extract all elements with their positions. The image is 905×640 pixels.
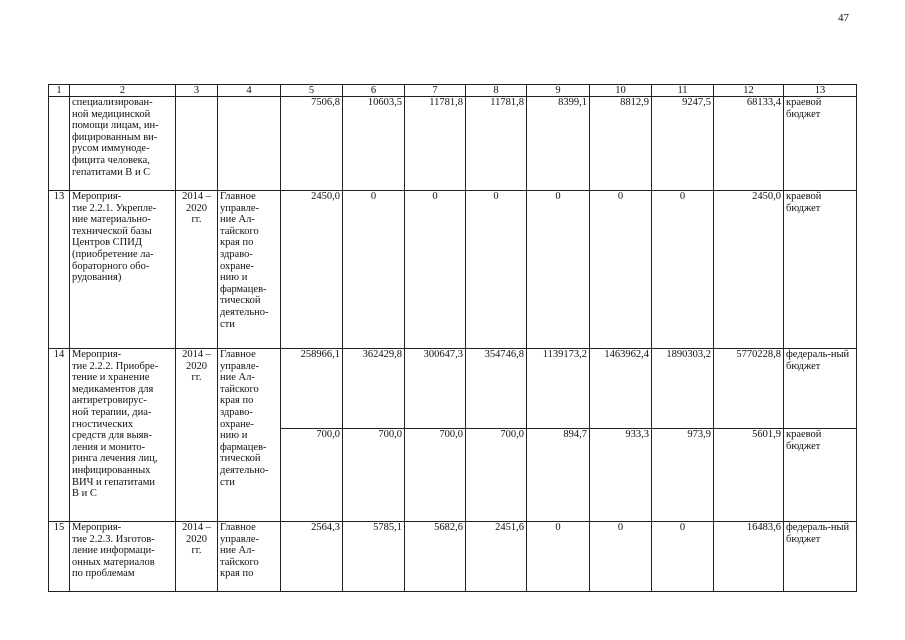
measure-name: Мероприя- тие 2.2.3. Изготов- ление информаци- онных материалов по проблемам [70,522,176,592]
value-cell: 933,3 [590,429,652,522]
value-cell: 973,9 [652,429,714,522]
column-header: 8 [466,85,527,97]
table-row [49,191,857,349]
period-cell: 2014 – 2020 гг. [176,522,218,592]
column-header: 10 [590,85,652,97]
value-cell: 894,7 [527,429,590,522]
column-header: 4 [218,85,281,97]
column-header: 3 [176,85,218,97]
value-cell: 9247,5 [652,97,714,191]
row-number: 14 [49,349,70,522]
executor-cell: Главное управле- ние Ал- тайского края по здраво- охране- нию и фармацев- тической деятельно- сти [218,191,281,349]
total-cell: 68133,4 [714,97,784,191]
period-cell: 2014 – 2020 гг. [176,349,218,522]
value-cell: 1890303,2 [652,349,714,429]
value-cell: 0 [466,191,527,349]
table-row [49,522,857,592]
row-number: 13 [49,191,70,349]
row-number: 15 [49,522,70,592]
funding-source: федераль-ный бюджет [784,349,857,429]
funding-source: краевой бюджет [784,191,857,349]
value-cell: 5785,1 [343,522,405,592]
value-cell: 2451,6 [466,522,527,592]
funding-source: краевой бюджет [784,429,857,522]
value-cell: 8399,1 [527,97,590,191]
page-number: 47 [838,12,849,24]
value-cell: 0 [652,191,714,349]
value-cell: 700,0 [405,429,466,522]
column-header: 11 [652,85,714,97]
column-header: 9 [527,85,590,97]
value-cell: 7506,8 [281,97,343,191]
column-header: 5 [281,85,343,97]
column-header: 6 [343,85,405,97]
total-cell: 5601,9 [714,429,784,522]
value-cell: 362429,8 [343,349,405,429]
value-cell: 0 [527,522,590,592]
value-cell: 1139173,2 [527,349,590,429]
column-header: 1 [49,85,70,97]
value-cell: 300647,3 [405,349,466,429]
value-cell: 0 [590,522,652,592]
table-row [49,97,857,191]
value-cell: 8812,9 [590,97,652,191]
total-cell: 5770228,8 [714,349,784,429]
column-header: 7 [405,85,466,97]
period-cell [176,97,218,191]
value-cell: 11781,8 [405,97,466,191]
value-cell: 1463962,4 [590,349,652,429]
value-cell: 0 [652,522,714,592]
executor-cell: Главное управле- ние Ал- тайского края по здраво- охране- нию и фармацев- тической деятельно- сти [218,349,281,522]
total-cell: 16483,6 [714,522,784,592]
funding-source: федераль-ный бюджет [784,522,857,592]
budget-table [48,84,857,592]
column-number-row [49,85,857,97]
executor-cell [218,97,281,191]
column-header: 12 [714,85,784,97]
value-cell: 258966,1 [281,349,343,429]
column-header: 13 [784,85,857,97]
value-cell: 10603,5 [343,97,405,191]
value-cell: 2450,0 [281,191,343,349]
value-cell: 0 [527,191,590,349]
funding-source: краевой бюджет [784,97,857,191]
row-number [49,97,70,191]
total-cell: 2450,0 [714,191,784,349]
value-cell: 0 [405,191,466,349]
value-cell: 2564,3 [281,522,343,592]
period-cell: 2014 – 2020 гг. [176,191,218,349]
value-cell: 0 [590,191,652,349]
measure-name: Мероприя- тие 2.2.1. Укрепле- ние материально- технической базы Центров СПИД (приобретение ла- бораторного обо- рудования) [70,191,176,349]
measure-name: Мероприя- тие 2.2.2. Приобре- тение и хранение медикаментов для антиретровирус- ной терапии, диа- гностических средств для выяв- ления и монито- ринга лечения лиц, инфицированных ВИЧ и гепатитами В и С [70,349,176,522]
value-cell: 0 [343,191,405,349]
value-cell: 354746,8 [466,349,527,429]
executor-cell: Главное управле- ние Ал- тайского края по [218,522,281,592]
value-cell: 700,0 [281,429,343,522]
column-header: 2 [70,85,176,97]
value-cell: 11781,8 [466,97,527,191]
table-row [49,349,857,429]
value-cell: 700,0 [466,429,527,522]
value-cell: 5682,6 [405,522,466,592]
measure-name: специализирован- ной медицинской помощи лицам, ин- фицированным ви- русом иммуноде- фицита человека, гепатитами В и С [70,97,176,191]
value-cell: 700,0 [343,429,405,522]
